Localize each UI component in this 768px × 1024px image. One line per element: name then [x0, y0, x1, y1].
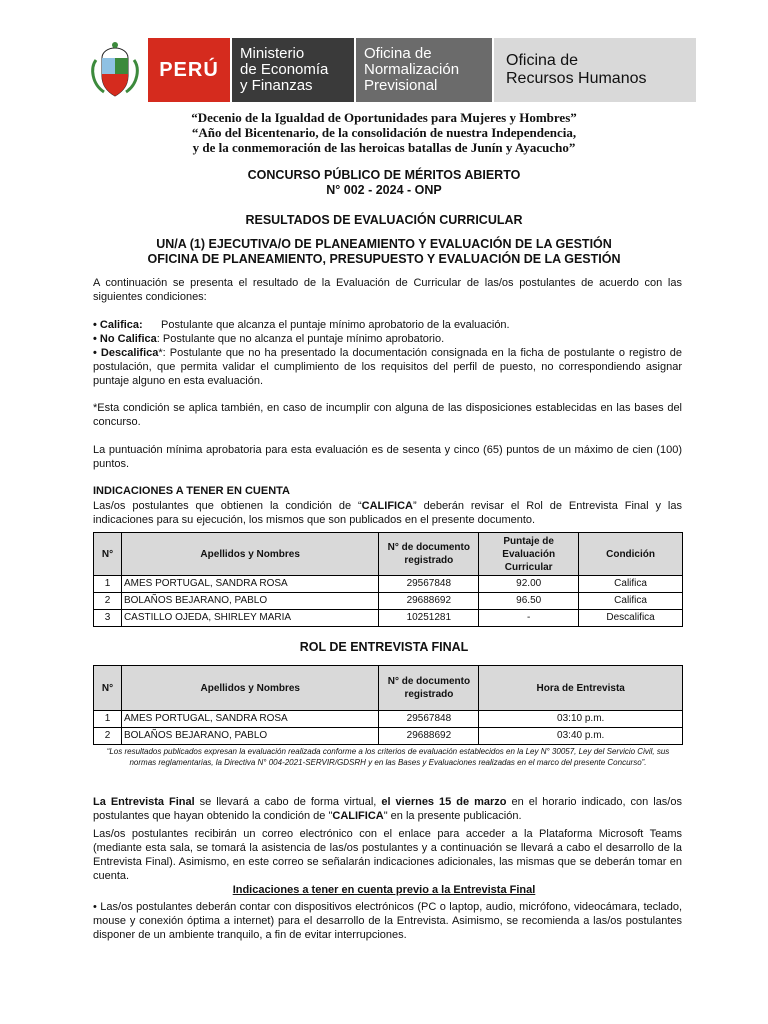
- concurso-title: CONCURSO PÚBLICO DE MÉRITOS ABIERTO N° 002 - 2024 - ONP: [247, 168, 521, 197]
- intro-paragraph: A continuación se presenta el resultado de la Evaluación de Curricular de las/os postulantes de acuerdo con las siguientes condiciones:: [93, 277, 682, 303]
- table-header-row: N° Apellidos y Nombres N° de documento registrado Hora de Entrevista: [94, 666, 683, 711]
- table-row: 1 AMES PORTUGAL, SANDRA ROSA 29567848 92.00 Califica: [94, 576, 683, 593]
- coat-of-arms-icon: [82, 38, 148, 102]
- decenio-text: “Decenio de la Igualdad de Oportunidades para Mujeres y Hombres” “Año del Bicentenario, de la consolidación de nuestra Independencia, y de la conmemoración de las heroicas batallas de Junín y Ayacucho”: [191, 110, 577, 155]
- legal-footnote: “Los resultados publicados expresan la evaluación realizada conforme a los criterios de evaluación establecidos en la Ley N° 30057, Ley del Servicio Civil, sus normas reglamentarias, la Directiva N° 004-2021-SERVIR/GDSRH y en las Bases y Evaluaciones realizadas en el marco del presente Concurso”.: [106, 747, 670, 767]
- peru-logo: PERÚ: [148, 38, 230, 102]
- indicaciones-title: INDICACIONES A TENER EN CUENTA: [93, 485, 290, 497]
- interview-table: [93, 665, 683, 745]
- correo-paragraph: Las/os postulantes recibirán un correo electrónico con el enlace para acceder a la Plataforma Microsoft Teams (mediante esta sala, se tomará la asistencia de las/os postulantes y a continuación se llevará a cabo el desarrollo de la Entrevista Final). Asimismo, en este correo se señalarán indicaciones adicionales, las mismas que se deberán tomar en cuenta.: [93, 828, 682, 882]
- resultados-title: RESULTADOS DE EVALUACIÓN CURRICULAR: [245, 213, 523, 227]
- table-row: 2 BOLAÑOS BEJARANO, PABLO 29688692 03:40 p.m.: [94, 728, 683, 745]
- onp-label: Oficina de Normalización Previsional: [354, 38, 492, 102]
- puntuacion-paragraph: La puntuación mínima aprobatoria para esta evaluación es de sesenta y cinco (65) puntos de un máximo de cien (100) puntos.: [93, 444, 682, 470]
- rol-title: ROL DE ENTREVISTA FINAL: [299, 640, 469, 654]
- ministerio-label: Ministerio de Economía y Finanzas: [230, 38, 354, 102]
- dispositivos-paragraph: • Las/os postulantes deberán contar con dispositivos electrónicos (PC o laptop, audio, micrófono, videocámara, teclado, mouse y conexión óptima a internet) para el desarrollo de la Entrevista. Asimismo, se recomienda a las/os postulantes disponer de un ambiente tranquilo, a fin de evitar interrupciones.: [93, 901, 682, 941]
- results-table: [93, 532, 683, 627]
- table-row: 3 CASTILLO OJEDA, SHIRLEY MARIA 10251281 - Descalifica: [94, 610, 683, 627]
- rrhh-label: Oficina de Recursos Humanos: [492, 38, 696, 102]
- conditions-list: • Califica: Postulante que alcanza el puntaje mínimo aprobatorio de la evaluación. • No Califica: Postulante que no alcanza el puntaje mínimo aprobatorio. • Descalifica*: Postulante que no ha presentado la documentación consignada en la ficha de postulante o registro de postulación, que permita validar el cumplimiento de los requisitos del perfil de puesto, no correspondiendo asignar puntaje alguno en esta evaluación.: [93, 319, 682, 387]
- table-header-row: N° Apellidos y Nombres N° de documento registrado Puntaje de Evaluación Curricular Condición: [94, 533, 683, 576]
- asterisk-note: *Esta condición se aplica también, en caso de incumplir con alguna de las disposiciones establecidas en las bases del concurso.: [93, 402, 682, 428]
- table-row: 1 AMES PORTUGAL, SANDRA ROSA 29567848 03:10 p.m.: [94, 711, 683, 728]
- table-row: 2 BOLAÑOS BEJARANO, PABLO 29688692 96.50 Califica: [94, 593, 683, 610]
- header-logos: [82, 38, 696, 102]
- previo-title: Indicaciones a tener en cuenta previo a la Entrevista Final: [232, 884, 536, 896]
- indicaciones-paragraph: Las/os postulantes que obtienen la condición de “CALIFICA” deberán revisar el Rol de Entrevista Final y las indicaciones para su ejecución, los mismos que son publicados en el presente documento.: [93, 500, 682, 526]
- entrevista-paragraph: La Entrevista Final se llevará a cabo de forma virtual, el viernes 15 de marzo en el horario indicado, con las/os postulantes que hayan obtenido la condición de "CALIFICA" en la presente publicación.: [93, 796, 682, 822]
- puesto-title: UN/A (1) EJECUTIVA/O DE PLANEAMIENTO Y EVALUACIÓN DE LA GESTIÓN OFICINA DE PLANEAMIENTO, PRESUPUESTO Y EVALUACIÓN DE LA GESTIÓN: [147, 237, 621, 266]
